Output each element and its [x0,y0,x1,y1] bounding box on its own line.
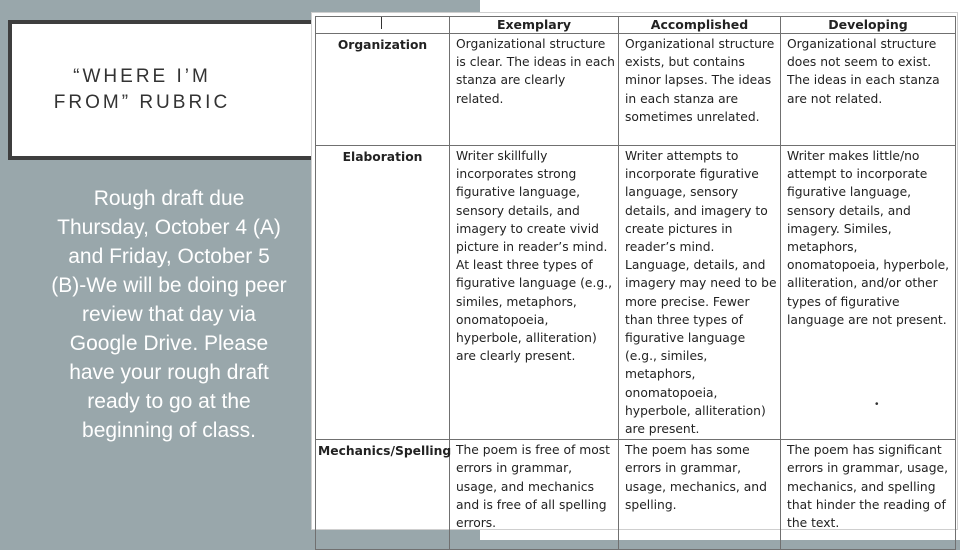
column-header-developing: Developing [781,17,956,34]
cell-organization-developing: Organizational structure does not seem to exist. The ideas in each stanza are not related. [781,34,956,146]
column-header-exemplary: Exemplary [450,17,619,34]
stray-mark: • [875,399,879,410]
cell-organization-accomplished: Organizational structure exists, but contains minor lapses. The ideas in each stanza are sometimes unrelated. [619,34,781,146]
criterion-elaboration: Elaboration [316,146,450,440]
cell-organization-exemplary: Organizational structure is clear. The ideas in each stanza are clearly related. [450,34,619,146]
rubric-image [311,12,958,530]
rubric-row-elaboration [316,146,956,440]
cell-elaboration-exemplary: Writer skillfully incorporates strong figurative language, sensory details, and imagery to create vivid picture in reader’s mind. At least three types of figurative language (e.g., similes, metaphors, onomatopoeia, hyperbole, alliteration) are clearly present. [450,146,619,440]
rubric-row-mechanics [316,440,956,550]
rubric-table [315,16,956,550]
criterion-mechanics: Mechanics/Spelling [316,440,450,550]
column-header-accomplished: Accomplished [619,17,781,34]
criterion-organization: Organization [316,34,450,146]
cell-mechanics-exemplary: The poem is free of most errors in grammar, usage, and mechanics and is free of all spelling errors. [450,440,619,550]
cell-mechanics-developing: The poem has significant errors in grammar, usage, mechanics, and spelling that hinder the reading of the text. [781,440,956,550]
cell-elaboration-developing: Writer makes little/no attempt to incorporate figurative language, sensory details, and imagery. Similes, metaphors, onomatopoeia, hyperbole, alliteration, and/or other types of figurative language are not present. [781,146,956,440]
cell-mechanics-accomplished: The poem has some errors in grammar, usage, mechanics, and spelling. [619,440,781,550]
rough-draft-note: Rough draft due Thursday, October 4 (A) and Friday, October 5 (B)-We will be doing peer review that day via Google Drive. Please have your rough draft ready to go at the beginning of class. [51,187,287,442]
column-header-blank [316,17,450,34]
cell-elaboration-accomplished: Writer attempts to incorporate figurative language, sensory details, and imagery to create pictures in reader’s mind. Language, details, and imagery may need to be more precise. Fewer than three types of figurative language (e.g., similes, metaphors, onomatopoeia, hyperbole, alliteration) are present. [619,146,781,440]
rubric-row-organization [316,34,956,146]
header-cursor-mark [381,17,382,29]
slide-title: “WHERE I’M FROM” RUBRIC [53,66,231,113]
